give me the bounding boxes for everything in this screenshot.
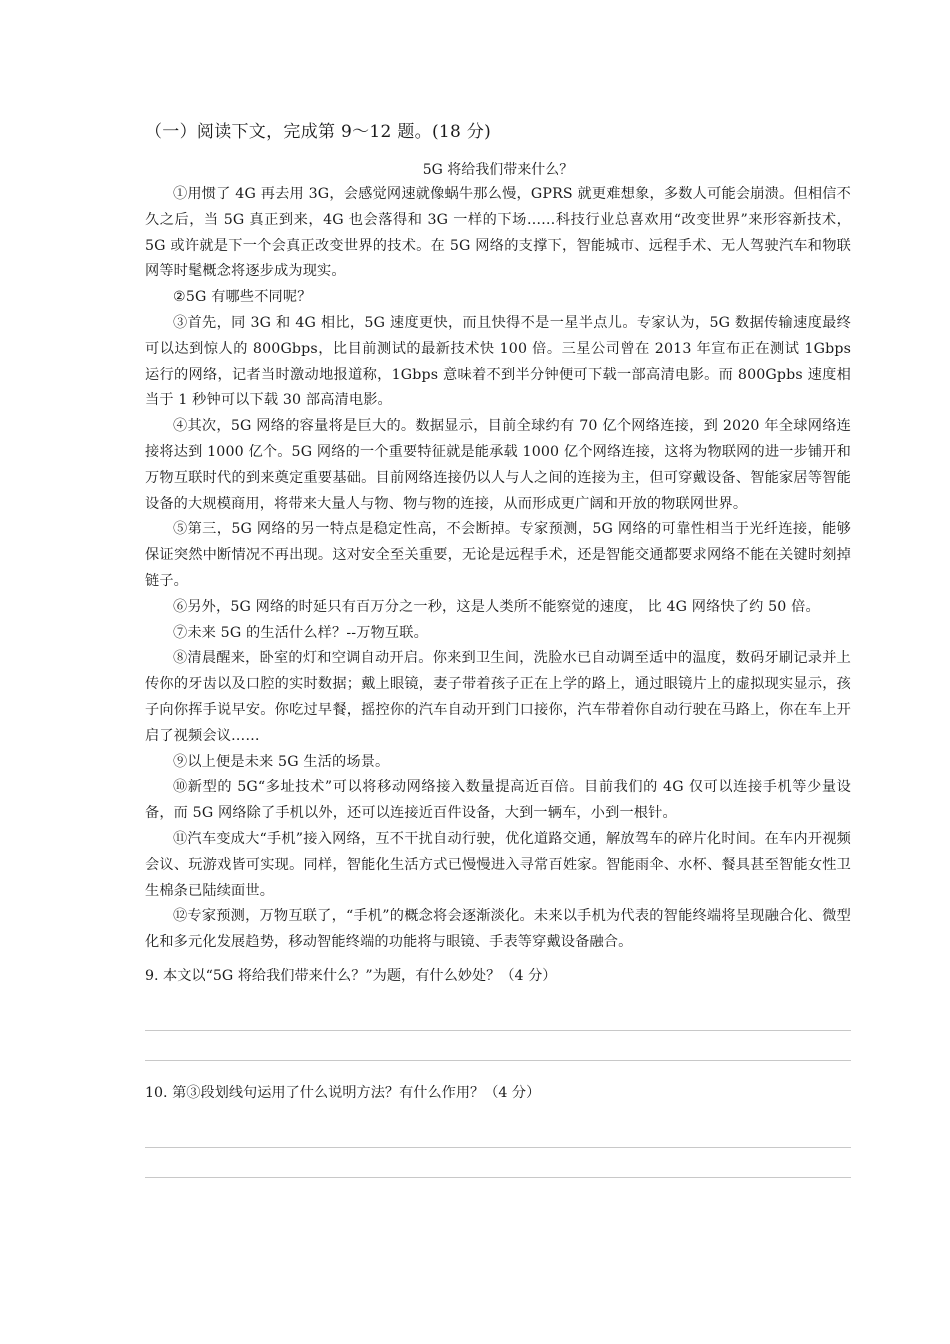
paragraph-3: ③首先，同 3G 和 4G 相比，5G 速度更快，而且快得不是一星半点儿。专家认为，5G 数据传输速度最终可以达到惊人的 800Gbps，比目前测试的最新技术快 100 倍。三星公司曾在 2013 年宣布正在测试 1Gbps 运行的网络，记者当时激动地报道称，1Gbps 意味着不到半分钟便可下载一部高清电影。而 800Gpbs 速度相当于 1 秒钟可以下载 30 部高清电影。 bbox=[145, 314, 851, 409]
paragraph-9: ⑨以上便是未来 5G 生活的场景。 bbox=[173, 753, 390, 770]
answer-line[interactable] bbox=[145, 1030, 851, 1031]
answer-line[interactable] bbox=[145, 1147, 851, 1148]
question-9: 9. 本文以“5G 将给我们带来什么？”为题，有什么妙处？（4 分） bbox=[145, 967, 557, 984]
section-heading: （一）阅读下文，完成第 9～12 题。(18 分) bbox=[145, 122, 492, 142]
question-10: 10. 第③段划线句运用了什么说明方法？有什么作用？（4 分） bbox=[145, 1084, 541, 1101]
paragraph-1: ①用惯了 4G 再去用 3G，会感觉网速就像蜗牛那么慢，GPRS 就更难想象，多数人可能会崩溃。但相信不久之后，当 5G 真正到来，4G 也会落得和 3G 一样的下场……科技行业总喜欢用“改变世界”来形容新技术，5G 或许就是下一个会真正改变世界的技术。在 5G 网络的支撑下，智能城市、远程手术、无人驾驶汽车和物联网等时髦概念将逐步成为现实。 bbox=[145, 186, 851, 280]
paragraph-5: ⑤第三，5G 网络的另一特点是稳定性高，不会断掉。专家预测，5G 网络的可靠性相当于光纤连接，能够保证突然中断情况不再出现。这对安全至关重要，无论是远程手术，还是智能交通都要求网络不能在关键时刻掉链子。 bbox=[145, 521, 851, 589]
article-body bbox=[145, 182, 851, 956]
paragraph-12: ⑫专家预测，万物互联了，“手机”的概念将会逐渐淡化。未来以手机为代表的智能终端将呈现融合化、微型化和多元化发展趋势，移动智能终端的功能将与眼镜、手表等穿戴设备融合。 bbox=[145, 908, 851, 951]
paragraph-4: ④其次，5G 网络的容量将是巨大的。数据显示，目前全球约有 70 亿个网络连接，到 2020 年全球网络连接将达到 1000 亿个。5G 网络的一个重要特征就是能承载 1000 亿个网络连接，这将为物联网的进一步铺开和万物互联时代的到来奠定重要基础。目前网络连接仍以人与人之间的连接为主，但可穿戴设备、智能家居等智能设备的大规模商用，将带来大量人与物、物与物的连接，从而形成更广阔和开放的物联网世界。 bbox=[145, 418, 851, 512]
answer-line[interactable] bbox=[145, 1177, 851, 1178]
paragraph-10: ⑩新型的 5G“多址技术”可以将移动网络接入数量提高近百倍。目前我们的 4G 仅可以连接手机等少量设备，而 5G 网络除了手机以外，还可以连接近百件设备，大到一辆车，小到一根针。 bbox=[145, 779, 851, 822]
article-title: 5G 将给我们带来什么？ bbox=[422, 162, 574, 178]
exam-page bbox=[145, 118, 851, 1178]
answer-line[interactable] bbox=[145, 1060, 851, 1061]
paragraph-2: ②5G 有哪些不同呢？ bbox=[173, 289, 312, 306]
paragraph-8: ⑧清晨醒来，卧室的灯和空调自动开启。你来到卫生间，洗脸水已自动调至适中的温度，数码牙刷记录并上传你的牙齿以及口腔的实时数据；戴上眼镜，妻子带着孩子正在上学的路上，通过眼镜片上的虚拟现实显示，孩子向你挥手说早安。你吃过早餐，摇控你的汽车自动开到门口接你，汽车带着你自动行驶在马路上，你在车上开启了视频会议…… bbox=[145, 650, 851, 744]
paragraph-11: ⑪汽车变成大“手机”接入网络，互不干扰自动行驶，优化道路交通，解放驾车的碎片化时间。在车内开视频会议、玩游戏皆可实现。同样，智能化生活方式已慢慢进入寻常百姓家。智能雨伞、水杯、餐具甚至智能女性卫生棉条已陆续面世。 bbox=[145, 830, 851, 899]
paragraph-6: ⑥另外，5G 网络的时延只有百万分之一秒，这是人类所不能察觉的速度， 比 4G 网络快了约 50 倍。 bbox=[173, 598, 820, 615]
paragraph-7: ⑦未来 5G 的生活什么样？--万物互联。 bbox=[173, 624, 428, 641]
